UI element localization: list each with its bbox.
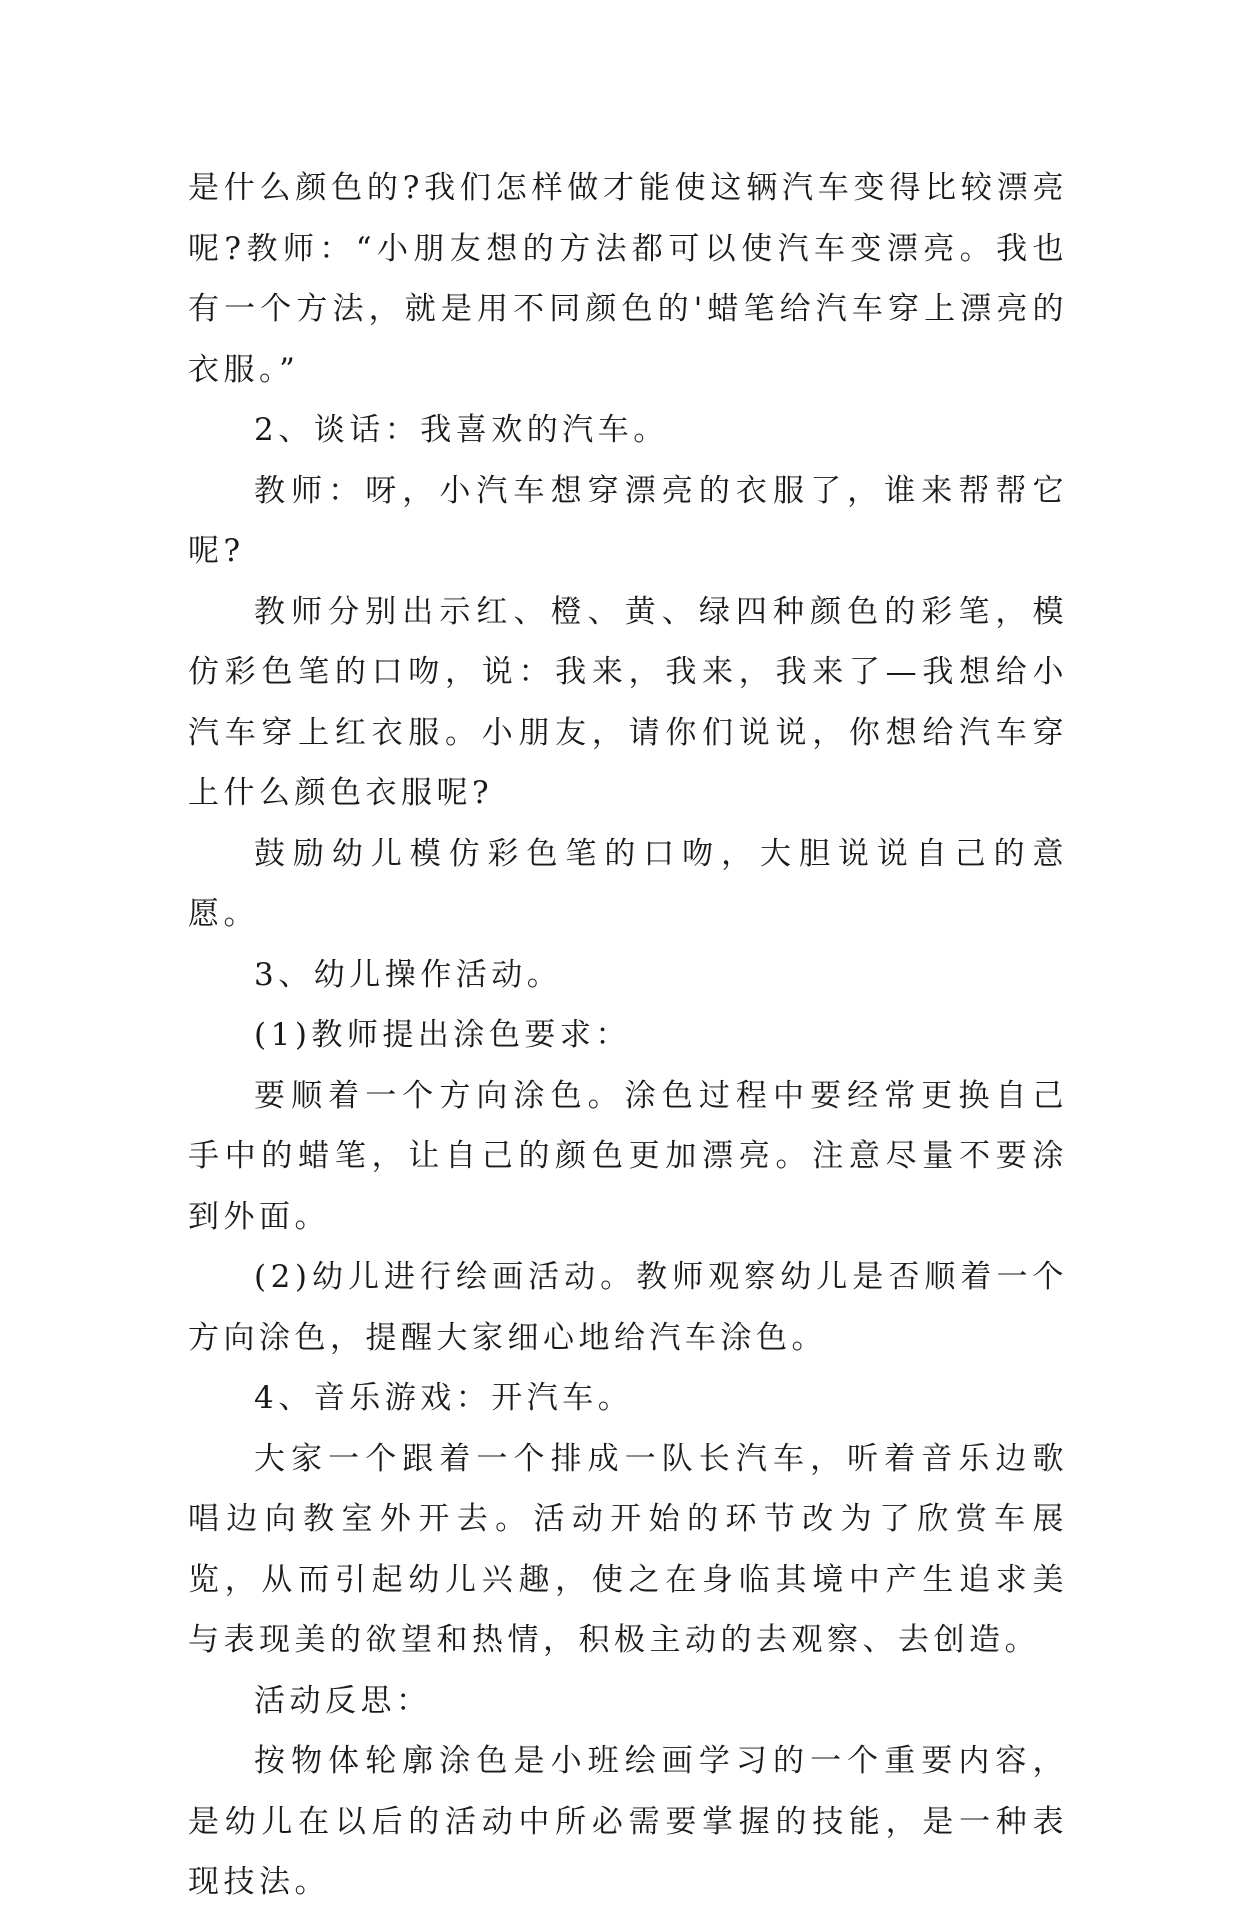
paragraph-reflection-heading: 活动反思：: [254, 1682, 432, 1719]
paragraph-reflection-body: 按物体轮廓涂色是小班绘画学习的一个重要内容，是幼儿在以后的活动中所必需要掌握的技能，是一种表现技法。: [188, 1743, 1068, 1900]
paragraph-music-game: 大家一个跟着一个排成一队长汽车，听着音乐边歌唱边向教室外开去。活动开始的环节改为了欣赏车展览，从而引起幼儿兴趣，使之在身临其境中产生追求美与表现美的欲望和热情，积极主动的去观察、去创造。: [188, 1440, 1068, 1658]
paragraph-encourage: 鼓励幼儿模仿彩色笔的口吻，大胆说说自己的意愿。: [188, 835, 1068, 932]
paragraph-step-4-heading: 4、音乐游戏：开汽车。: [254, 1380, 634, 1416]
paragraph-teacher-question: 教师：呀，小汽车想穿漂亮的衣服了，谁来帮帮它呢?: [188, 472, 1068, 569]
paragraph-coloring-rules: 要顺着一个方向涂色。涂色过程中要经常更换自己手中的蜡笔，让自己的颜色更加漂亮。注意尽量不要涂到外面。: [188, 1077, 1068, 1235]
paragraph-intro-teacher-quote: 是什么颜色的?我们怎样做才能使这辆汽车变得比较漂亮呢?教师：“小朋友想的方法都可以使汽车变漂亮。我也有一个方法，就是用不同颜色的'蜡笔给汽车穿上漂亮的衣服。”: [188, 170, 1068, 388]
paragraph-step-2-heading: 2、谈话：我喜欢的汽车。: [254, 412, 669, 448]
document-body: [188, 158, 1068, 1913]
paragraph-substep-2: (2)幼儿进行绘画活动。教师观察幼儿是否顺着一个方向涂色，提醒大家细心地给汽车涂色。: [188, 1259, 1068, 1356]
paragraph-step-3-heading: 3、幼儿操作活动。: [254, 956, 563, 993]
paragraph-color-pens: 教师分别出示红、橙、黄、绿四种颜色的彩笔，模仿彩色笔的口吻，说：我来，我来，我来了—我想给小汽车穿上红衣服。小朋友，请你们说说，你想给汽车穿上什么颜色衣服呢?: [188, 593, 1068, 811]
paragraph-substep-1: (1)教师提出涂色要求：: [254, 1017, 631, 1053]
